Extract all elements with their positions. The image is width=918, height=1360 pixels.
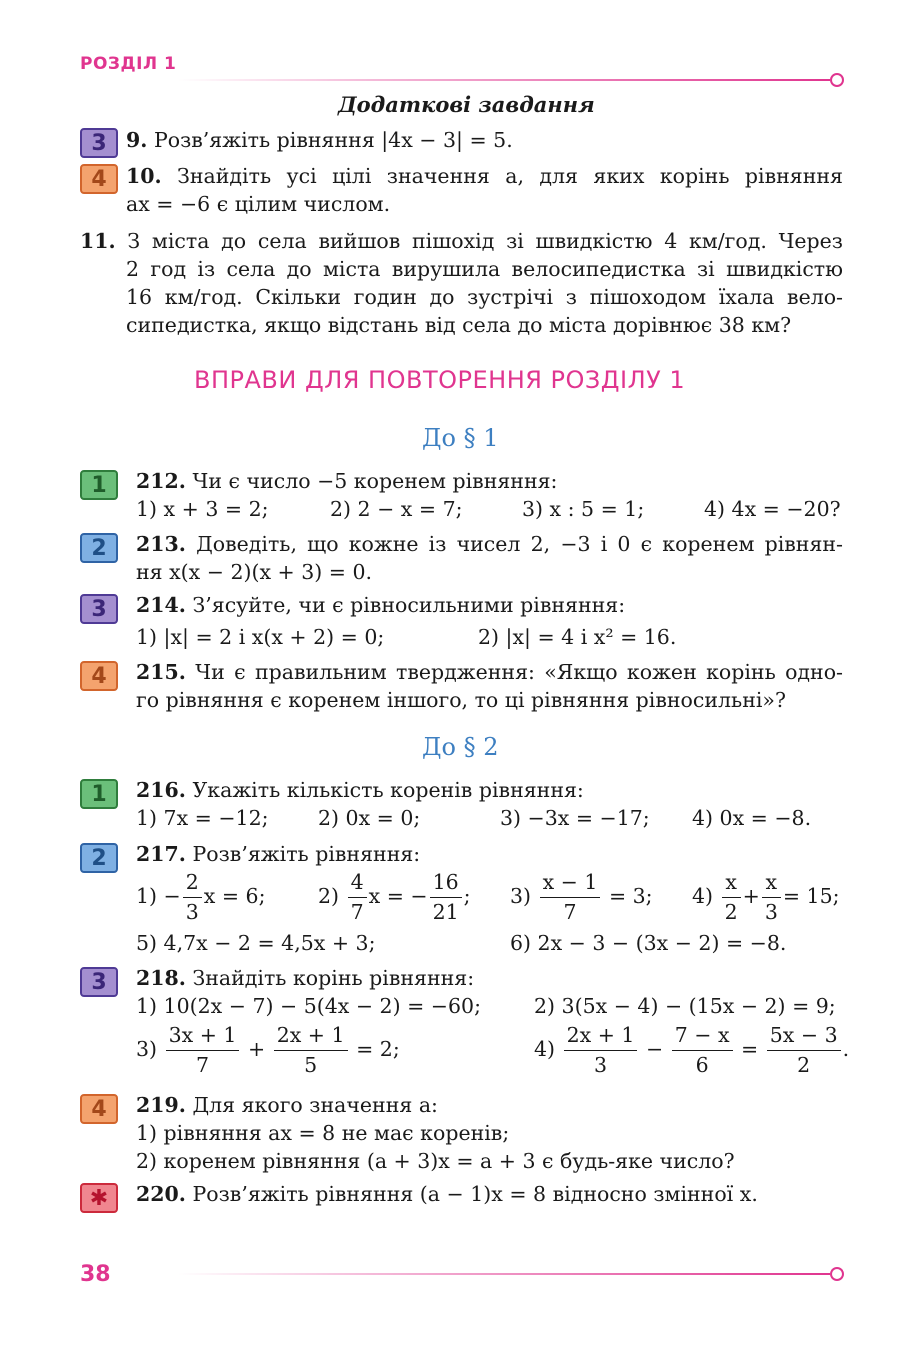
numerator: 16	[430, 868, 462, 898]
task-213-line-1	[136, 530, 843, 558]
task-219-option-2: 2) коренем рівняння (a + 3)x = a + 3 є будь-яке число?	[136, 1149, 735, 1173]
task-217-option-6: 6) 2x − 3 − (3x − 2) = −8.	[510, 931, 787, 955]
denominator: 2	[797, 1053, 811, 1077]
task-number: 213.	[136, 532, 186, 556]
task-216-option-2: 2) 0x = 0;	[318, 806, 421, 830]
task-number: 216.	[136, 778, 186, 802]
task-number: 10.	[126, 164, 162, 188]
task-219	[136, 1091, 438, 1119]
numerator: 2x + 1	[274, 1021, 348, 1051]
task-text: Розв’яжіть рівняння (a − 1)x = 8 відносно змінної x.	[192, 1182, 758, 1206]
task-text: Чи є правильним твердження: «Якщо кожен корінь одно-	[195, 660, 843, 684]
task-text: З міста до села вийшов пішохід зі швидкістю 4 км/год. Через	[127, 229, 843, 253]
task-212-option-1: 1) x + 3 = 2;	[136, 497, 269, 521]
task-11-line-4: сипедистка, якщо відстань від села до міста дорівнює 38 км?	[126, 313, 792, 337]
denominator: 7	[563, 900, 577, 924]
task-text: З’ясуйте, чи є рівносильними рівняння:	[192, 593, 626, 617]
fraction	[762, 868, 781, 927]
task-219-option-1: 1) рівняння ax = 8 не має коренів;	[136, 1121, 510, 1145]
equals-sign: =	[741, 1037, 759, 1061]
task-216	[136, 776, 584, 804]
task-214-option-2: 2) |x| = 4 і x² = 16.	[478, 625, 677, 649]
option-prefix: 4)	[692, 884, 714, 908]
fraction	[540, 868, 601, 927]
task-11-line-1	[80, 227, 843, 255]
footer-rule	[178, 1273, 830, 1275]
level-star-badge: ✱	[80, 1183, 118, 1213]
fraction	[183, 868, 202, 927]
task-212-option-2: 2) 2 − x = 7;	[330, 497, 463, 521]
level-2-badge: 2	[80, 843, 118, 873]
numerator: 7 − x	[672, 1021, 733, 1051]
task-217-option-3	[510, 868, 653, 927]
fraction	[348, 868, 367, 927]
task-text: Знайдіть корінь рівняння:	[192, 966, 475, 990]
level-3-badge: 3	[80, 594, 118, 624]
extra-tasks-title: Додаткові завдання	[338, 92, 595, 117]
header-rule-end-circle	[830, 73, 844, 87]
numerator: 2	[183, 868, 202, 898]
task-11-line-3: 16 км/год. Скільки годин до зустрічі з пішоходом їхала вело-	[126, 285, 843, 309]
fraction	[722, 868, 741, 927]
task-217-option-5: 5) 4,7x − 2 = 4,5x + 3;	[136, 931, 376, 955]
denominator: 3	[185, 900, 199, 924]
level-4-badge: 4	[80, 661, 118, 691]
fraction	[564, 1021, 638, 1080]
task-number: 214.	[136, 593, 186, 617]
option-rest: x = 6;	[203, 884, 266, 908]
task-217-option-1	[136, 868, 266, 927]
numerator: 2x + 1	[564, 1021, 638, 1051]
option-prefix: 1) −	[136, 884, 181, 908]
denominator: 3	[593, 1053, 608, 1077]
numerator: 3x + 1	[166, 1021, 240, 1051]
task-number: 218.	[136, 966, 186, 990]
denominator: 21	[432, 900, 459, 924]
option-rest: = 3;	[608, 884, 653, 908]
task-215-line-2: го рівняння є коренем іншого, то ці рівняння рівносильні»?	[136, 688, 786, 712]
denominator: 7	[350, 900, 364, 924]
task-number: 217.	[136, 842, 186, 866]
task-220	[136, 1180, 758, 1208]
task-212-option-4: 4) 4x = −20?	[704, 497, 841, 521]
task-214-option-1: 1) |x| = 2 і x(x + 2) = 0;	[136, 625, 385, 649]
task-text: Розв’яжіть рівняння |4x − 3| = 5.	[153, 128, 513, 152]
task-215-line-1	[136, 658, 843, 686]
fraction	[166, 1021, 240, 1080]
level-3-badge: 3	[80, 128, 118, 158]
task-214	[136, 591, 625, 619]
plus-sign: +	[742, 884, 760, 908]
task-text: Чи є число −5 коренем рівняння:	[192, 469, 558, 493]
task-216-option-4: 4) 0x = −8.	[692, 806, 812, 830]
level-2-badge: 2	[80, 533, 118, 563]
option-middle: x = −	[368, 884, 428, 908]
denominator: 2	[724, 900, 738, 924]
task-text: Доведіть, що кожне із чисел 2, −3 і 0 є коренем рівнян-	[196, 532, 843, 556]
minus-sign: −	[645, 1037, 664, 1061]
task-10-line-2: ax = −6 є цілим числом.	[126, 192, 391, 216]
task-218	[136, 964, 474, 992]
denominator: 3	[764, 900, 778, 924]
task-218-option-4	[534, 1021, 849, 1080]
task-number: 220.	[136, 1182, 186, 1206]
task-text: Укажіть кількість коренів рівняння:	[192, 778, 584, 802]
task-216-option-3: 3) −3x = −17;	[500, 806, 650, 830]
task-number: 212.	[136, 469, 186, 493]
option-prefix: 3)	[510, 884, 532, 908]
task-212	[136, 467, 557, 495]
task-218-option-1: 1) 10(2x − 7) − 5(4x − 2) = −60;	[136, 994, 481, 1018]
option-rest: ;	[463, 884, 471, 908]
fraction	[430, 868, 462, 927]
numerator: x − 1	[540, 868, 601, 898]
footer-rule-end-circle	[830, 1267, 844, 1281]
task-218-option-3	[136, 1021, 400, 1080]
paragraph-2-title: До § 2	[422, 733, 499, 761]
task-217-option-2	[318, 868, 471, 927]
task-text: Розв’яжіть рівняння:	[192, 842, 421, 866]
fraction	[274, 1021, 348, 1080]
level-3-badge: 3	[80, 967, 118, 997]
task-number: 219.	[136, 1093, 186, 1117]
task-number: 11.	[80, 229, 116, 253]
option-rest: = 2;	[356, 1037, 400, 1061]
task-number: 9.	[126, 128, 148, 152]
option-rest: .	[842, 1037, 850, 1061]
chapter-label: РОЗДІЛ 1	[80, 54, 177, 74]
task-9	[126, 126, 513, 154]
task-11-line-2: 2 год із села до міста вирушила велосипедистка зі швидкістю	[126, 257, 843, 281]
fraction	[767, 1021, 841, 1080]
task-text: Знайдіть усі цілі значення a, для яких корінь рівняння	[177, 164, 843, 188]
task-10-line-1	[126, 162, 843, 190]
task-text: Для якого значення a:	[192, 1093, 438, 1117]
page-number: 38	[80, 1262, 111, 1287]
denominator: 6	[695, 1053, 709, 1077]
task-217	[136, 840, 420, 868]
level-1-badge: 1	[80, 470, 118, 500]
numerator: x	[722, 868, 741, 898]
task-218-option-2: 2) 3(5x − 4) − (15x − 2) = 9;	[534, 994, 836, 1018]
paragraph-1-title: До § 1	[422, 424, 499, 452]
numerator: x	[762, 868, 781, 898]
option-prefix: 4)	[534, 1037, 556, 1061]
denominator: 7	[195, 1053, 210, 1077]
numerator: 5x − 3	[767, 1021, 841, 1051]
task-217-option-4	[692, 868, 840, 927]
option-prefix: 3)	[136, 1037, 158, 1061]
option-prefix: 2)	[318, 884, 340, 908]
denominator: 5	[304, 1053, 318, 1077]
task-212-option-3: 3) x : 5 = 1;	[522, 497, 645, 521]
level-4-badge: 4	[80, 164, 118, 194]
header-rule	[178, 79, 830, 81]
task-216-option-1: 1) 7x = −12;	[136, 806, 269, 830]
review-section-title: ВПРАВИ ДЛЯ ПОВТОРЕННЯ РОЗДІЛУ 1	[194, 366, 686, 394]
task-number: 215.	[136, 660, 186, 684]
task-213-line-2: ня x(x − 2)(x + 3) = 0.	[136, 560, 373, 584]
level-1-badge: 1	[80, 779, 118, 809]
fraction	[672, 1021, 733, 1080]
plus-sign: +	[247, 1037, 266, 1061]
level-4-badge: 4	[80, 1094, 118, 1124]
option-rest: = 15;	[782, 884, 840, 908]
numerator: 4	[348, 868, 367, 898]
